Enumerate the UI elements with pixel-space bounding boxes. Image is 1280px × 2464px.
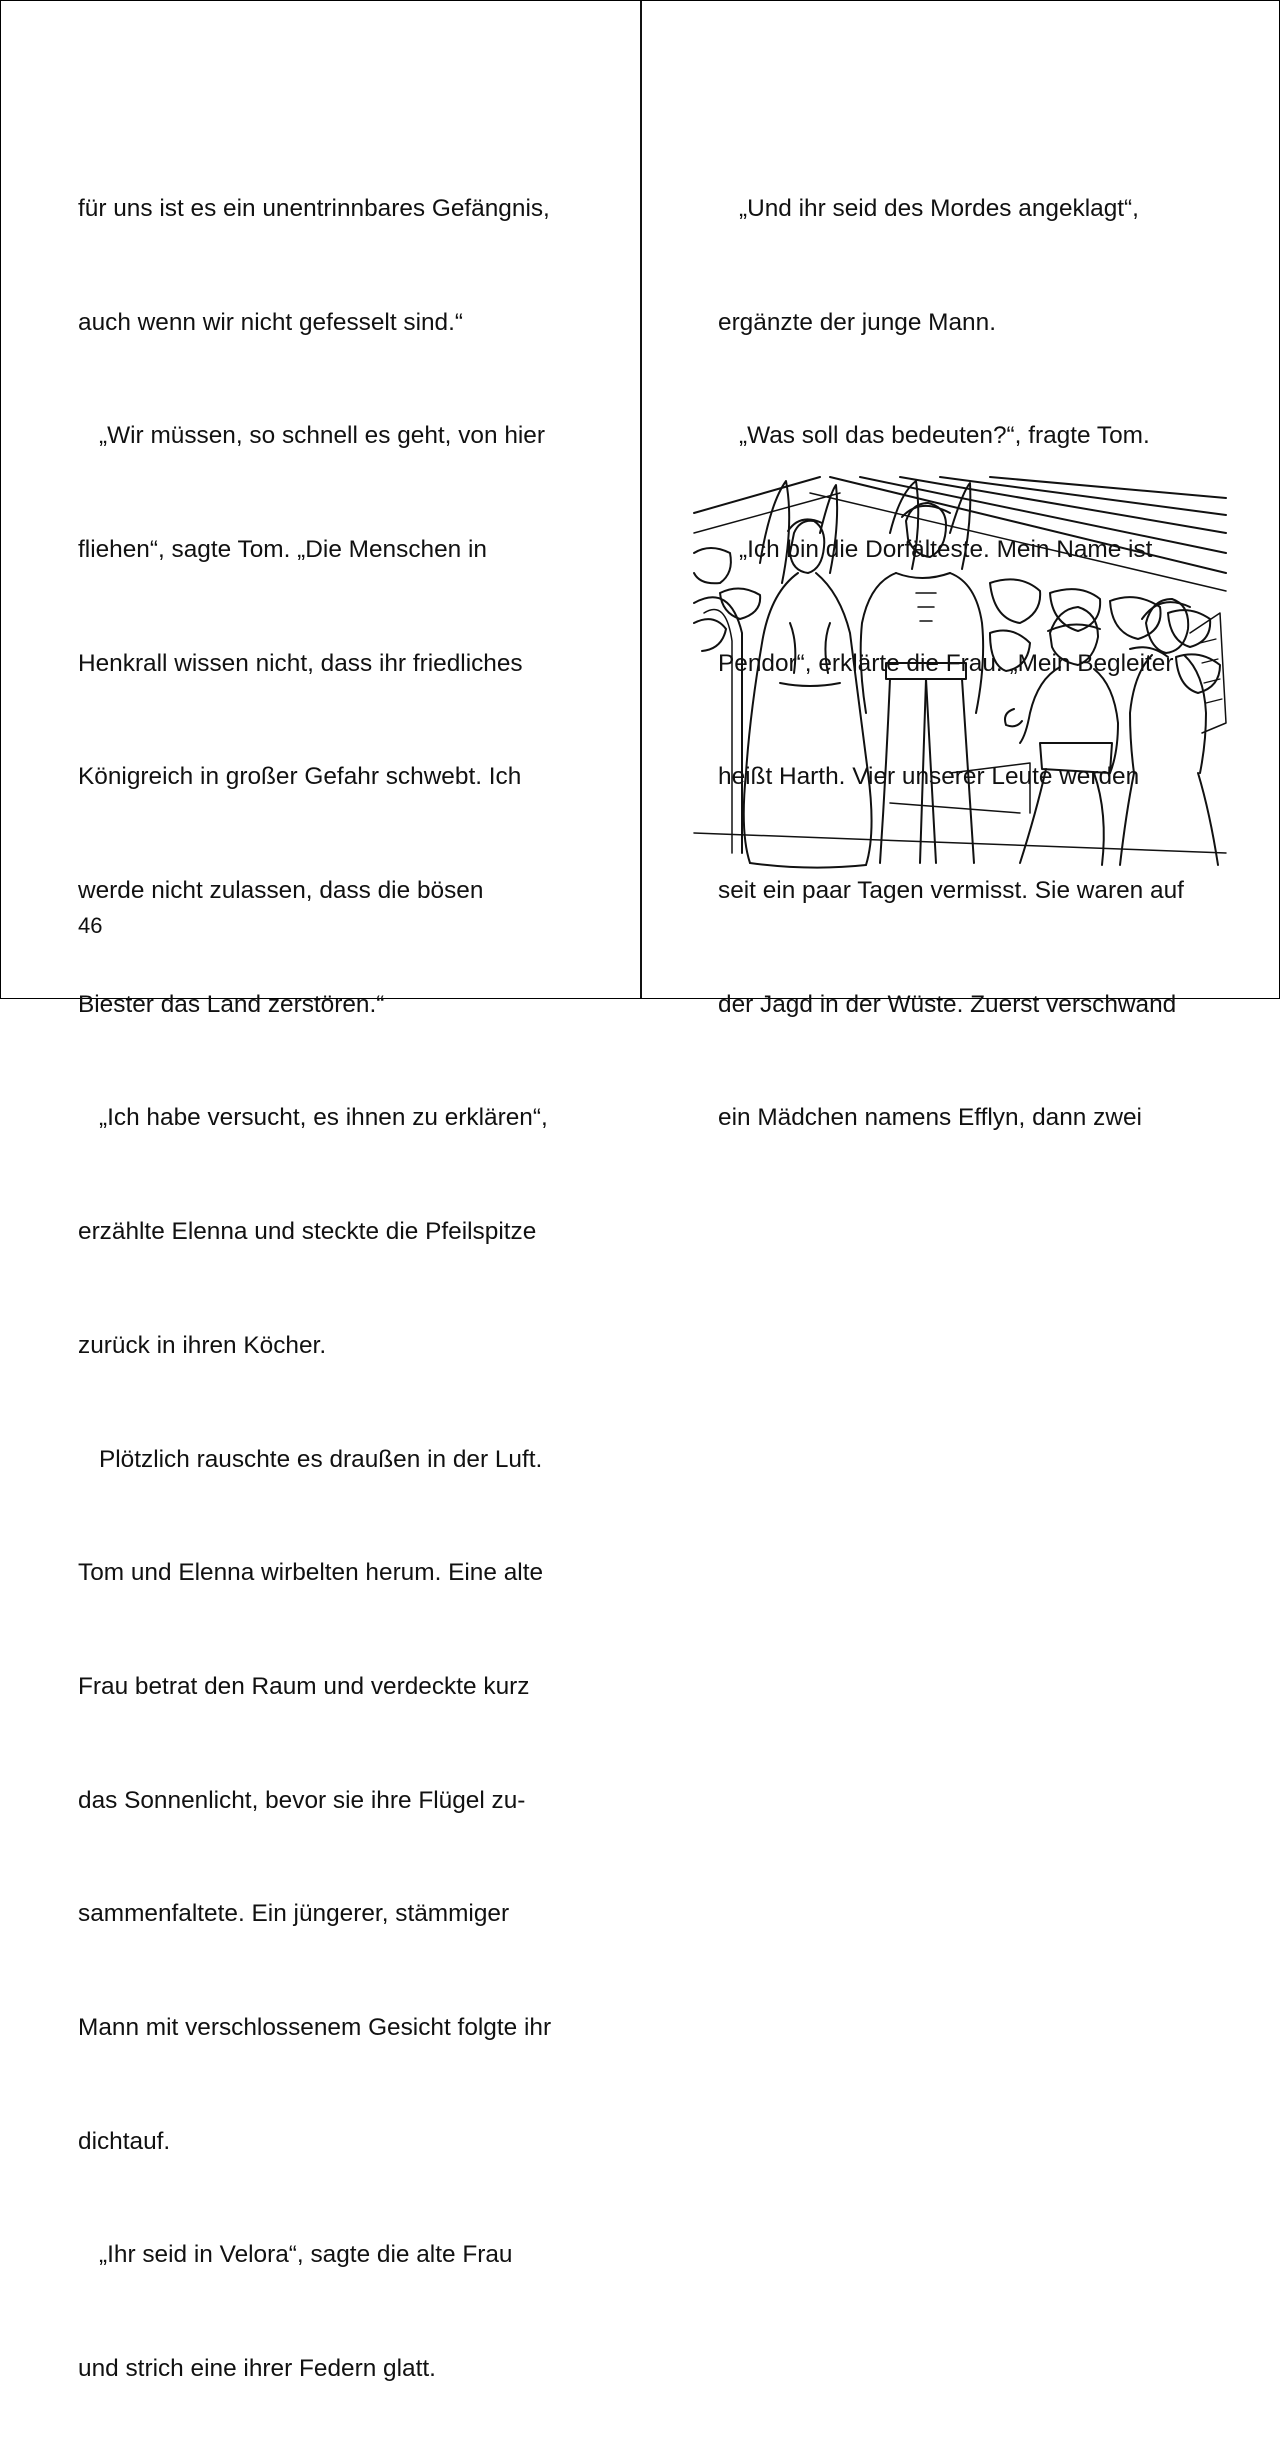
text-line: heißt Harth. Vier unserer Leute werden [718,763,1140,791]
text-line: dichtauf. [78,2127,171,2155]
text-line: ergänzte der junge Mann. [718,308,996,336]
text-line: für uns ist es ein unentrinnbares Gefängnis, [78,194,550,222]
text-line: „Ihr seid in Velora“, sagte die alte Frau [99,2241,513,2269]
text-line: Biester das Land zerstören.“ [78,990,385,1018]
text-line: zurück in ihren Köcher. [78,1331,327,1359]
text-line: erzählte Elenna und steckte die Pfeilspitze [78,1218,537,1246]
text-line: Pendor“, erklärte die Frau. „Mein Begleiter [718,649,1174,677]
text-line: fliehen“, sagte Tom. „Die Menschen in [78,535,487,563]
text-line: „Was soll das bedeuten?“, fragte Tom. [739,422,1150,450]
text-line: Henkrall wissen nicht, dass ihr friedliches [78,649,523,677]
text-line: Königreich in großer Gefahr schwebt. Ich [78,763,522,791]
page-number: 46 [78,913,103,938]
text-line: „Ich bin die Dorfälteste. Mein Name ist [739,535,1153,563]
text-line: ein Mädchen namens Efflyn, dann zwei [718,1104,1142,1132]
text-line: „Ich habe versucht, es ihnen zu erklären“, [99,1104,548,1132]
text-line: sammenfaltete. Ein jüngerer, stämmiger [78,1900,510,1928]
text-line: Frau betrat den Raum und verdeckte kurz [78,1672,530,1700]
story-illustration [690,473,1230,893]
right-page [642,1,1279,1132]
text-line: Tom und Elenna wirbelten herum. Eine alte [78,1559,544,1587]
text-line: seit ein paar Tagen vermisst. Sie waren auf [718,877,1184,905]
text-line: auch wenn wir nicht gefesselt sind.“ [78,308,464,336]
text-line: und strich eine ihrer Federn glatt. [78,2355,436,2383]
text-line: „Wir müssen, so schnell es geht, von hier [99,422,545,450]
text-line: Mann mit verschlossenem Gesicht folgte ihr [78,2014,552,2042]
text-line: werde nicht zulassen, dass die bösen [78,877,484,905]
left-page-text [78,114,551,2464]
text-line: „Und ihr seid des Mordes angeklagt“, [739,194,1139,222]
text-line: Plötzlich rauschte es draußen in der Luft. [99,1445,543,1473]
left-page [1,1,640,2383]
text-line: der Jagd in der Wüste. Zuerst verschwand [718,990,1177,1018]
text-line: das Sonnenlicht, bevor sie ihre Flügel zu- [78,1786,526,1814]
